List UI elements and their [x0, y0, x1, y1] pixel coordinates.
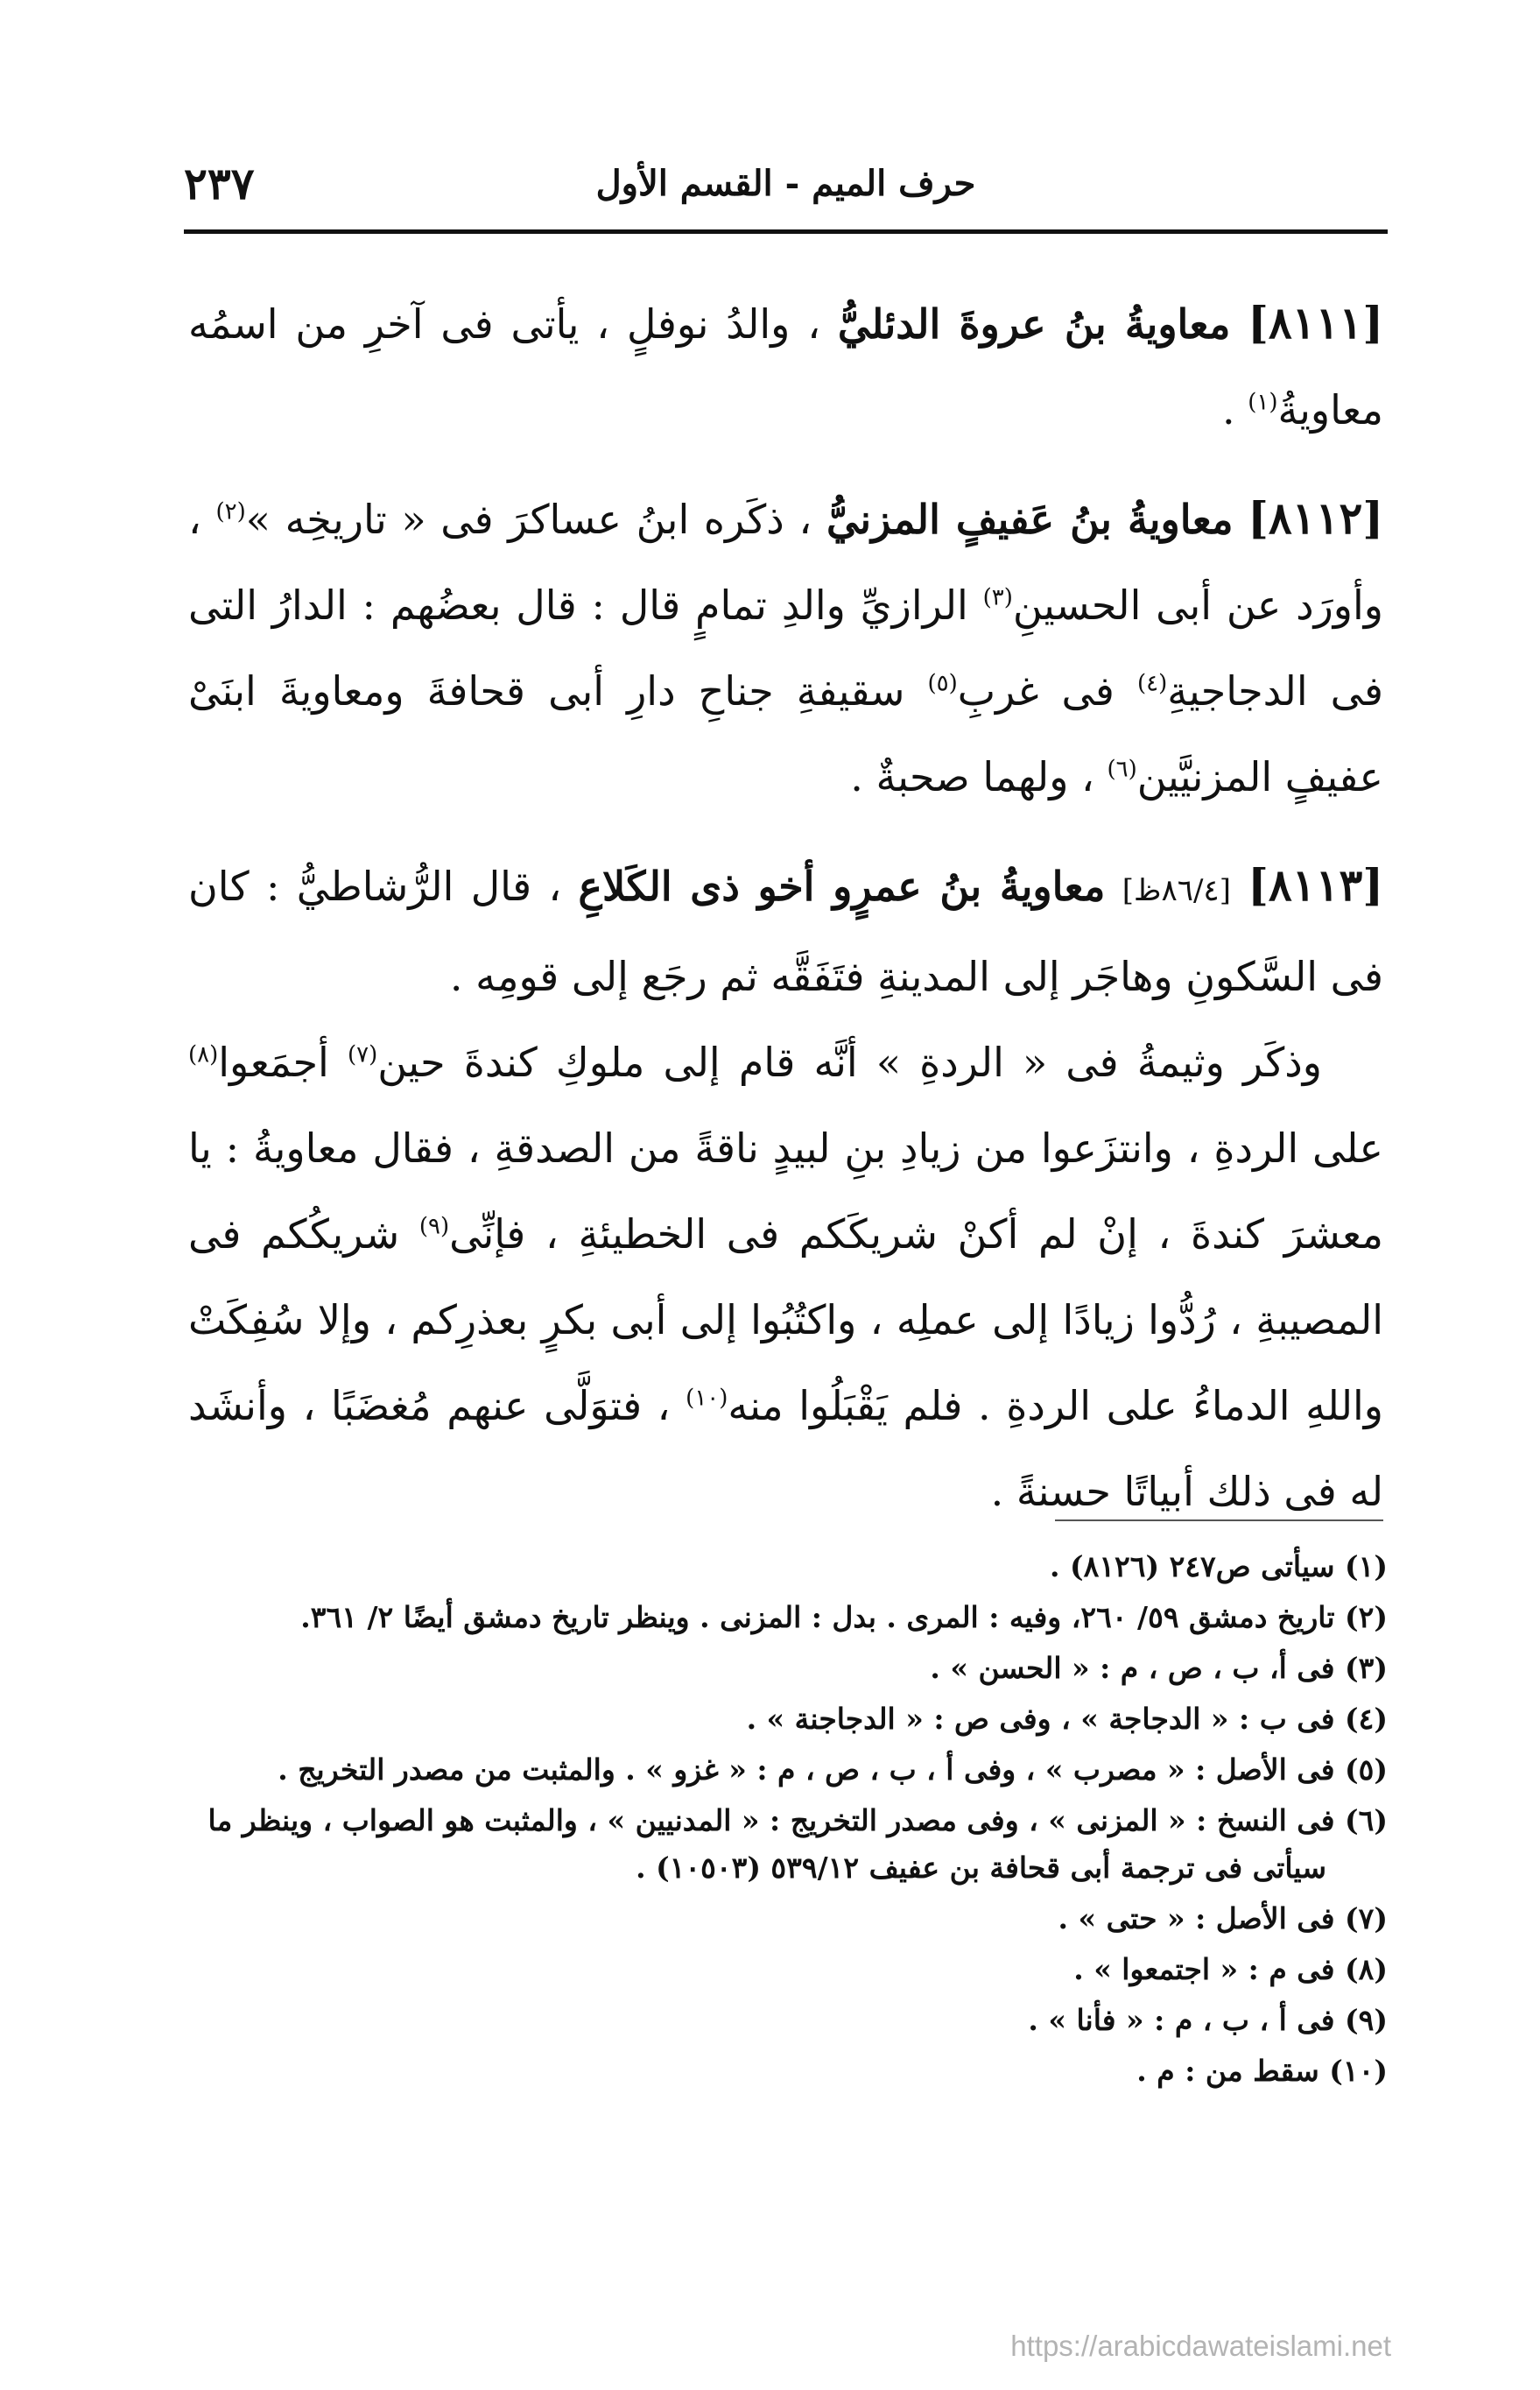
- footnote-8: (٨) فى م : « اجتمعوا » .: [1073, 1952, 1388, 1986]
- footnote-ref[interactable]: (٢): [215, 498, 246, 525]
- footnote-5: (٥) فى الأصل : « مصرب » ، وفى أ ، ب ، ص ، م : « غزو » . والمثبت من مصدر التخريج .: [278, 1752, 1388, 1787]
- entry-name: معاويةُ بنُ عمرٍو أخو ذى الكَلاعِ: [578, 863, 1106, 910]
- entry-text: أجمَعوا: [218, 1039, 329, 1086]
- entry-text: ، والدُ نوفلٍ ، يأتى فى آخرِ من اسمُه معاويةُ: [188, 300, 1383, 434]
- entry-name: معاويةُ بنُ عَفيفٍ المزنيُّ: [826, 496, 1234, 543]
- main-text: [188, 280, 1383, 1534]
- entry-number: [٨١١١]: [1248, 297, 1384, 349]
- entry-name: معاويةُ بنُ عروةَ الدئليُّ: [837, 300, 1231, 348]
- footnote-ref[interactable]: (٧): [347, 1041, 378, 1068]
- footnote-10: (١٠) سقط من : م .: [1136, 2054, 1388, 2088]
- entry-text: ، ذكَره ابنُ عساكرَ فى « تاريخِه »: [245, 496, 812, 543]
- footnote-2: (٢) تاريخ دمشق ٥٩/ ٢٦٠، وفيه : المرى . بدل : المزنى . وينظر تاريخ دمشق أيضًا ٢/ ٣٦١.: [300, 1600, 1388, 1634]
- footnote-ref[interactable]: (٤): [1136, 670, 1168, 697]
- footnote-ref[interactable]: (٩): [418, 1213, 450, 1240]
- footnote-6-text: (٦) فى النسخ : « المزنى » ، وفى مصدر التخريج : « المدنيين » ، والمثبت هو الصواب ، وينظر ما: [207, 1803, 1388, 1837]
- entry-8113-paragraph-2: [188, 1019, 1383, 1534]
- entry-text: ، ولهما صحبةٌ .: [850, 753, 1094, 800]
- footnote-ref[interactable]: (٥): [927, 670, 958, 697]
- watermark-url: https://arabicdawateislami.net: [1010, 2330, 1391, 2362]
- footnote-ref[interactable]: (٨): [188, 1041, 219, 1068]
- running-title: حرف الميم - القسم الأول: [595, 163, 976, 204]
- footnote-separator: [1055, 1519, 1383, 1521]
- footnotes: [188, 1543, 1388, 2098]
- entry-text: سقيفةِ جناحِ دارِ أبى قحافةَ ومعاويةَ ابنَىْ عفيفٍ المزنيَّين: [188, 667, 1383, 800]
- page-number: ٢٣٧: [184, 158, 255, 209]
- footnote-1: (١) سيأتى ص٢٤٧ (٨١٢٦) .: [1050, 1549, 1388, 1583]
- footnote-4: (٤) فى ب : « الدجاجة » ، وفى ص : « الدجاجنة » .: [746, 1702, 1388, 1736]
- entry-text: ، فتوَلَّى عنهم مُغضَبًا ، وأنشَد له فى ذلك أبياتًا حسنةً .: [188, 1382, 1383, 1515]
- footnote-7: (٧) فى الأصل : « حتى » .: [1058, 1901, 1388, 1935]
- footnote-9: (٩) فى أ ، ب ، م : « فأنا » .: [1028, 2003, 1388, 2037]
- footnote-ref[interactable]: (١): [1248, 389, 1278, 416]
- page-header: [184, 158, 1388, 236]
- footnote-ref[interactable]: (١٠): [686, 1385, 728, 1412]
- entry-number: [٨١١٣]: [1248, 859, 1383, 911]
- entry-8111: [188, 280, 1383, 453]
- header-rule: [184, 229, 1388, 234]
- entry-number: [٨١١٢]: [1248, 492, 1383, 544]
- entry-text: على الردةِ ، وانتزَعوا من زيادِ بنِ لبيدٍ ناقةً من الصدقةِ ، فقال معاويةُ : يا معشرَ كندةَ ، إنْ لم أكنْ شريكَكم فى الخطيئةِ ، فإنِّى: [188, 1124, 1383, 1258]
- entry-text: الرازيِّ والدِ تمامٍ قال : قال بعضُهم : الدارُ التى فى الدجاجيةِ: [188, 582, 1384, 715]
- footnote-3: (٣) فى أ، ب ، ص ، م : « الحسن » .: [930, 1651, 1388, 1685]
- entry-8113: [188, 842, 1383, 1019]
- footnote-6-continuation: سيأتى فى ترجمة أبى قحافة بن عفيف ٥٣٩/١٢ (١٠٥٠٣) .: [636, 1851, 1326, 1885]
- entry-text: ، قال الرُّشاطيُّ : كان فى السَّكونِ وهاجَر إلى المدينةِ فتَفَقَّه ثم رجَع إلى قومِه .: [188, 863, 1383, 1000]
- entry-text: ، وأورَد عن أبى الحسينِ: [188, 496, 1384, 629]
- folio-marker: [٨٦/٤ظ]: [1122, 873, 1231, 908]
- entry-text: .: [1221, 386, 1235, 434]
- entry-text: شريكُكم فى المصيبةِ ، رُدُّوا زيادًا إلى عملِه ، واكتُبُوا إلى أبى بكرٍ بعذرِكم ، وإلا سُفِكَتْ واللهِ الدماءُ على الردةِ . فلم يَقْبَلُوا منه: [188, 1210, 1384, 1429]
- entry-text: فى غربِ: [957, 667, 1115, 715]
- entry-8112: [188, 476, 1383, 820]
- footnote-ref[interactable]: (٦): [1107, 756, 1137, 783]
- footnote-6: [188, 1797, 1388, 1892]
- entry-text: وذكَر وثيمةُ فى « الردةِ » أنَّه قام إلى ملوكِ كندةَ حين: [377, 1039, 1322, 1086]
- footnote-ref[interactable]: (٣): [982, 584, 1013, 611]
